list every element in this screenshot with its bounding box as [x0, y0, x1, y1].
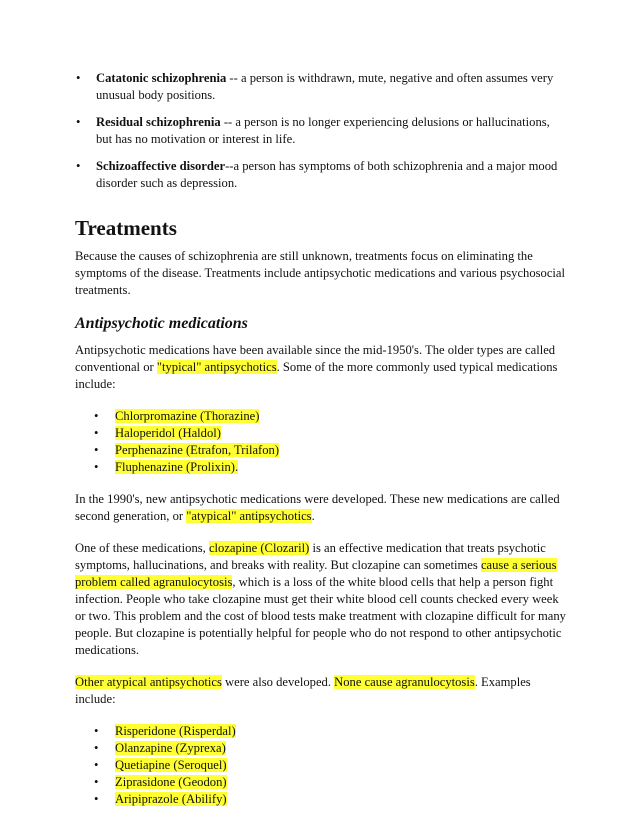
bullet: • [94, 409, 99, 423]
typical-meds-list [94, 408, 567, 476]
list-item: • Aripiprazole (Abilify) [94, 792, 227, 806]
bullet: • [94, 443, 99, 457]
highlight: "atypical" antipsychotics [186, 509, 312, 523]
schizophrenia-types-list [75, 70, 567, 192]
bullet: • [76, 159, 81, 173]
bullet: • [94, 724, 99, 738]
highlight: None cause agranulocytosis [334, 675, 475, 689]
bullet: • [94, 775, 99, 789]
highlight: clozapine (Clozaril) [208, 541, 310, 555]
bullet: • [76, 71, 81, 85]
bullet: • [94, 426, 99, 440]
list-item: • Residual schizophrenia -- a person is no longer experiencing delusions or hallucinations, but has no motivation or interest in life. [76, 115, 550, 146]
list-item: • Ziprasidone (Geodon) [94, 775, 227, 789]
list-item: • Haloperidol (Haldol) [94, 426, 221, 440]
list-item: • Risperidone (Risperdal) [94, 724, 236, 738]
highlight: Other atypical antipsychotics [75, 675, 222, 689]
antipsychotic-heading: Antipsychotic medications [75, 315, 248, 332]
atypical-meds-list [94, 723, 567, 808]
list-item: • Fluphenazine (Prolixin). [94, 460, 239, 474]
bullet: • [94, 741, 99, 755]
list-item: • Chlorpromazine (Thorazine) [94, 409, 260, 423]
treatments-heading: Treatments [75, 216, 177, 240]
paragraph-other-atypical: Other atypical antipsychotics were also developed. None cause agranulocytosis. Examples include: [75, 675, 531, 706]
list-item: • Schizoaffective disorder--a person has symptoms of both schizophrenia and a major mood disorder such as depression. [76, 159, 558, 190]
list-item: • Catatonic schizophrenia -- a person is withdrawn, mute, negative and often assumes very unusual body positions. [76, 71, 554, 102]
bullet: • [94, 792, 99, 806]
list-item: • Perphenazine (Etrafon, Trilafon) [94, 443, 280, 457]
highlight: cause a serious problem called agranulocytosis [75, 558, 557, 589]
list-item: • Olanzapine (Zyprexa) [94, 741, 226, 755]
bullet: • [94, 758, 99, 772]
bullet: • [76, 115, 81, 129]
highlight: "typical" antipsychotics [156, 360, 277, 374]
treatments-intro: Because the causes of schizophrenia are still unknown, treatments focus on eliminating the symptoms of the disease. Treatments include antipsychotic medications and various psychosocial treatments. [75, 249, 566, 297]
paragraph-typical: Antipsychotic medications have been available since the mid-1950's. The older types are called conventional or "typical" antipsychotics. Some of the more commonly used typical medications include: [75, 343, 558, 391]
document-page [75, 70, 567, 823]
paragraph-clozapine: One of these medications, clozapine (Clozaril) is an effective medication that treats psychotic symptoms, hallucinations, and breaks with reality. But clozapine can sometimes cause a serious problem called agranulocytosis, which is a loss of the white blood cells that help a person fight infection. People who take clozapine must get their white blood cell counts checked every week or two. This problem and the cost of blood tests make treatment with clozapine difficult for many people. But clozapine is potentially helpful for people who do not respond to other antipsychotic medications. [75, 541, 566, 657]
list-item: • Quetiapine (Seroquel) [94, 758, 227, 772]
paragraph-atypical: In the 1990's, new antipsychotic medications were developed. These new medications are called second generation, or "atypical" antipsychotics. [75, 492, 560, 523]
bullet: • [94, 460, 99, 474]
